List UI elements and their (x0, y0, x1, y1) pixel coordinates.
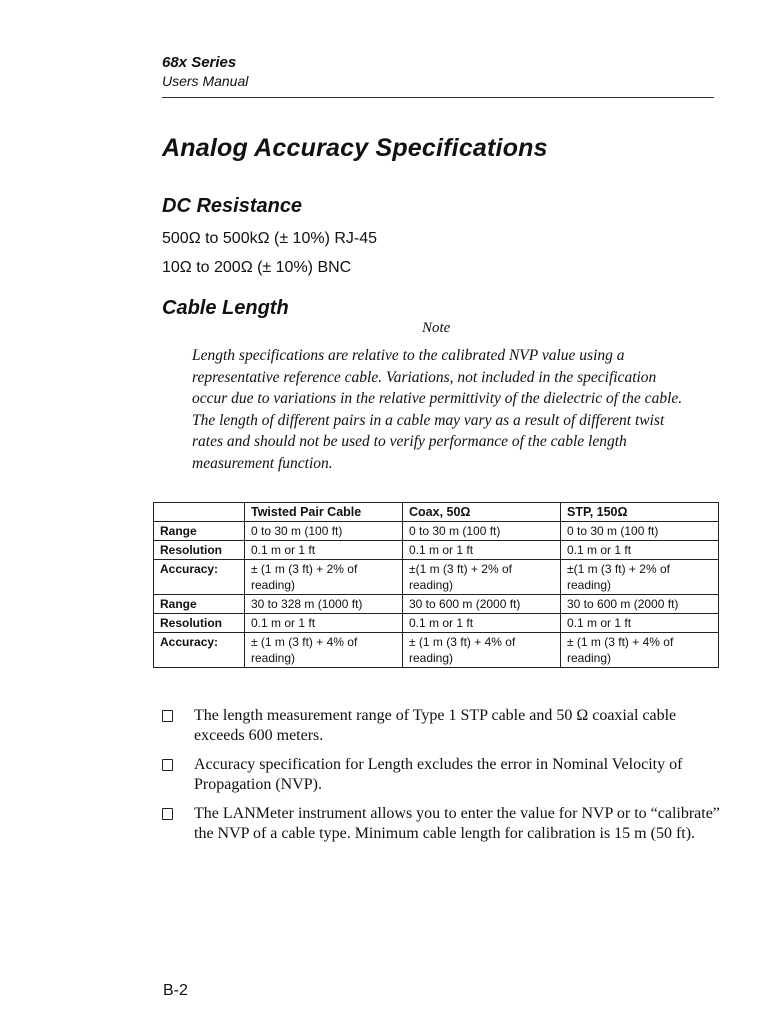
notes-list (160, 706, 720, 853)
table-cell: 0 to 30 m (100 ft) (245, 522, 403, 541)
cable-length-spec-table (153, 502, 719, 668)
table-cell: 0 to 30 m (100 ft) (403, 522, 561, 541)
list-item (160, 804, 720, 844)
table-row (154, 614, 719, 633)
table-row (154, 633, 719, 668)
checkbox-bullet-icon (162, 759, 173, 771)
table-cell: 30 to 328 m (1000 ft) (245, 595, 403, 614)
manual-name: Users Manual (162, 73, 249, 89)
list-item-text: The length measurement range of Type 1 STP cable and 50 Ω coaxial cable exceeds 600 meters. (194, 707, 677, 744)
table-cell: ±(1 m (3 ft) + 2% of reading) (561, 560, 719, 595)
row-label: Resolution (154, 614, 245, 633)
list-item-text: The LANMeter instrument allows you to enter the value for NVP or to “calibrate” the NVP of a cable type. Minimum cable length for calibration is 15 m (50 ft). (194, 805, 720, 842)
table-cell: 30 to 600 m (2000 ft) (403, 595, 561, 614)
page-number: B-2 (163, 982, 188, 999)
table-cell: ± (1 m (3 ft) + 2% of reading) (245, 560, 403, 595)
table-cell: 0.1 m or 1 ft (561, 614, 719, 633)
series-name: 68x Series (162, 54, 237, 71)
table-header-cell (154, 503, 245, 522)
table-cell: ± (1 m (3 ft) + 4% of reading) (403, 633, 561, 668)
list-item (160, 706, 720, 746)
cable-length-heading: Cable Length (162, 297, 289, 319)
table-cell: 0.1 m or 1 ft (403, 614, 561, 633)
table-row (154, 522, 719, 541)
list-item-text: Accuracy specification for Length excludes the error in Nominal Velocity of Propagation (NVP). (194, 756, 683, 793)
table-cell: ± (1 m (3 ft) + 4% of reading) (245, 633, 403, 668)
table-cell: 0.1 m or 1 ft (561, 541, 719, 560)
table-cell: ±(1 m (3 ft) + 2% of reading) (403, 560, 561, 595)
header-rule (162, 97, 714, 98)
row-label: Accuracy: (154, 560, 245, 595)
table-cell: 0.1 m or 1 ft (403, 541, 561, 560)
dc-spec-rj45: 500Ω to 500kΩ (± 10%) RJ-45 (162, 230, 378, 247)
dc-spec-bnc: 10Ω to 200Ω (± 10%) BNC (162, 259, 352, 276)
note-heading: Note (422, 320, 451, 336)
table-header-row (154, 503, 719, 522)
row-label: Range (154, 522, 245, 541)
running-header (162, 54, 722, 89)
table-cell: 0 to 30 m (100 ft) (561, 522, 719, 541)
table-row (154, 541, 719, 560)
table-cell: 30 to 600 m (2000 ft) (561, 595, 719, 614)
checkbox-bullet-icon (162, 808, 173, 820)
dc-resistance-heading: DC Resistance (162, 195, 303, 217)
table-header-cell: Coax, 50Ω (403, 503, 561, 522)
table-cell: ± (1 m (3 ft) + 4% of reading) (561, 633, 719, 668)
row-label: Accuracy: (154, 633, 245, 668)
table-header-cell: Twisted Pair Cable (245, 503, 403, 522)
row-label: Range (154, 595, 245, 614)
row-label: Resolution (154, 541, 245, 560)
table-row (154, 560, 719, 595)
table-header-cell: STP, 150Ω (561, 503, 719, 522)
table-row (154, 595, 719, 614)
list-item (160, 755, 720, 795)
table-cell: 0.1 m or 1 ft (245, 614, 403, 633)
table-cell: 0.1 m or 1 ft (245, 541, 403, 560)
checkbox-bullet-icon (162, 710, 173, 722)
note-text: Length specifications are relative to the calibrated NVP value using a representative reference cable. Variations, not included in the specification occur due to variations in the relative permittivity of the dielectric of the cable. The length of different pairs in a cable may vary as a result of different twist rates and should not be used to verify performance of the cable length measurement function. (192, 347, 683, 472)
page-title: Analog Accuracy Specifications (162, 134, 548, 162)
